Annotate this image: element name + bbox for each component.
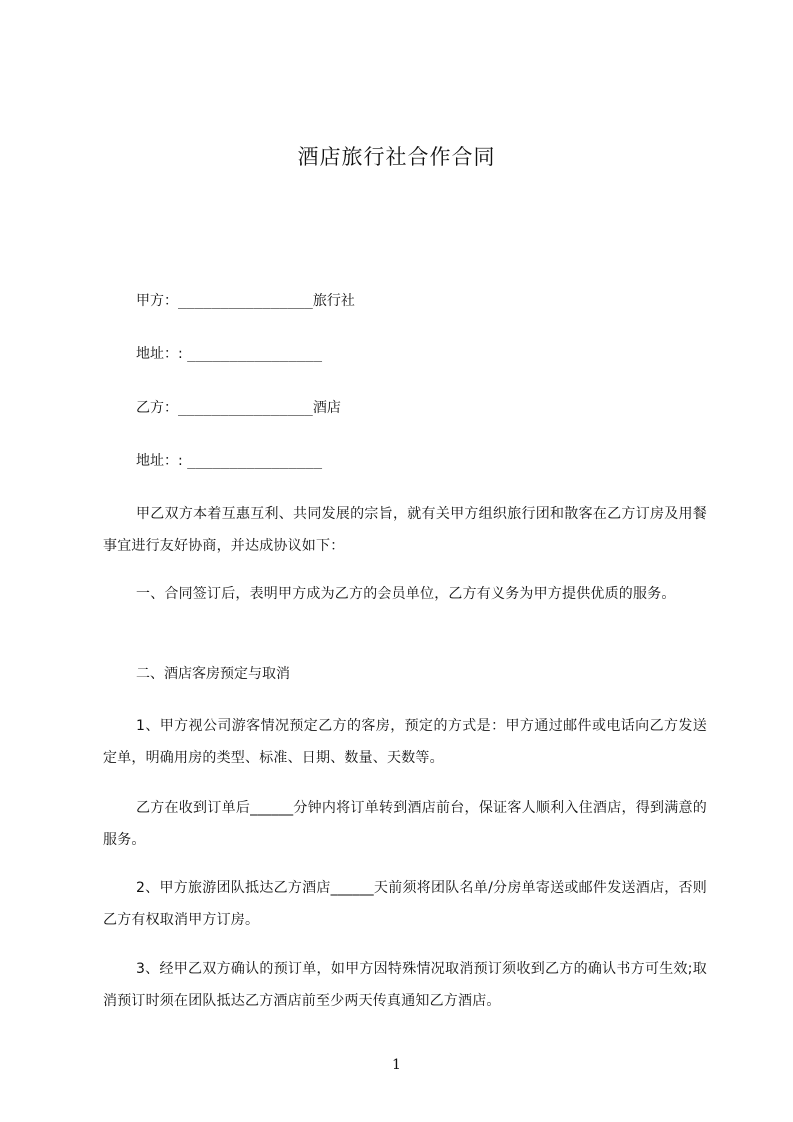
page-number: 1 xyxy=(392,1057,401,1073)
party-b-address-blank: ________________ xyxy=(187,453,323,469)
party-b-suffix: 酒店 xyxy=(312,400,341,416)
party-a-suffix: 旅行社 xyxy=(312,293,355,309)
party-b-line xyxy=(136,398,341,418)
party-b-address-line xyxy=(136,451,322,471)
party-b-blank: ________________ xyxy=(178,400,313,416)
clause-1-paragraph: 一、合同签订后，表明甲方成为乙方的会员单位，乙方有义务为甲方提供优质的服务。 xyxy=(136,586,676,602)
party-a-address-line xyxy=(136,344,322,364)
party-b-address-label: 地址：: xyxy=(136,453,188,469)
item-1-paragraph: 1、甲方视公司游客情况预定乙方的客房，预定的方式是：甲方通过邮件或电话向乙方发送定单，明确用房的类型、标准、日期、数量、天数等。 xyxy=(103,718,707,766)
item-1b-paragraph: 乙方在收到订单后______分钟内将订单转到酒店前台，保证客人顺利入住酒店，得到满意的服务。 xyxy=(103,800,707,848)
document-title: 酒店旅行社合作合同 xyxy=(297,145,496,169)
section-2-heading: 二、酒店客房预定与取消 xyxy=(136,666,290,682)
party-a-address-blank: ________________ xyxy=(187,346,323,362)
item-2-paragraph: 2、甲方旅游团队抵达乙方酒店______天前须将团队名单/分房单寄送或邮件发送酒店，否则乙方有权取消甲方订房。 xyxy=(103,880,707,928)
intro-paragraph: 甲乙双方本着互惠互利、共同发展的宗旨，就有关甲方组织旅行团和散客在乙方订房及用餐事宜进行友好协商，并达成协议如下： xyxy=(103,506,707,554)
item-3-paragraph: 3、经甲乙双方确认的预订单，如甲方因特殊情况取消预订须收到乙方的确认书方可生效;取消预订时须在团队抵达乙方酒店前至少两天传真通知乙方酒店。 xyxy=(103,961,707,1009)
party-a-label: 甲方： xyxy=(136,293,178,309)
party-a-blank: ________________ xyxy=(178,293,313,309)
party-a-address-label: 地址：: xyxy=(136,346,188,362)
party-b-label: 乙方： xyxy=(136,400,178,416)
party-a-line xyxy=(136,291,355,311)
